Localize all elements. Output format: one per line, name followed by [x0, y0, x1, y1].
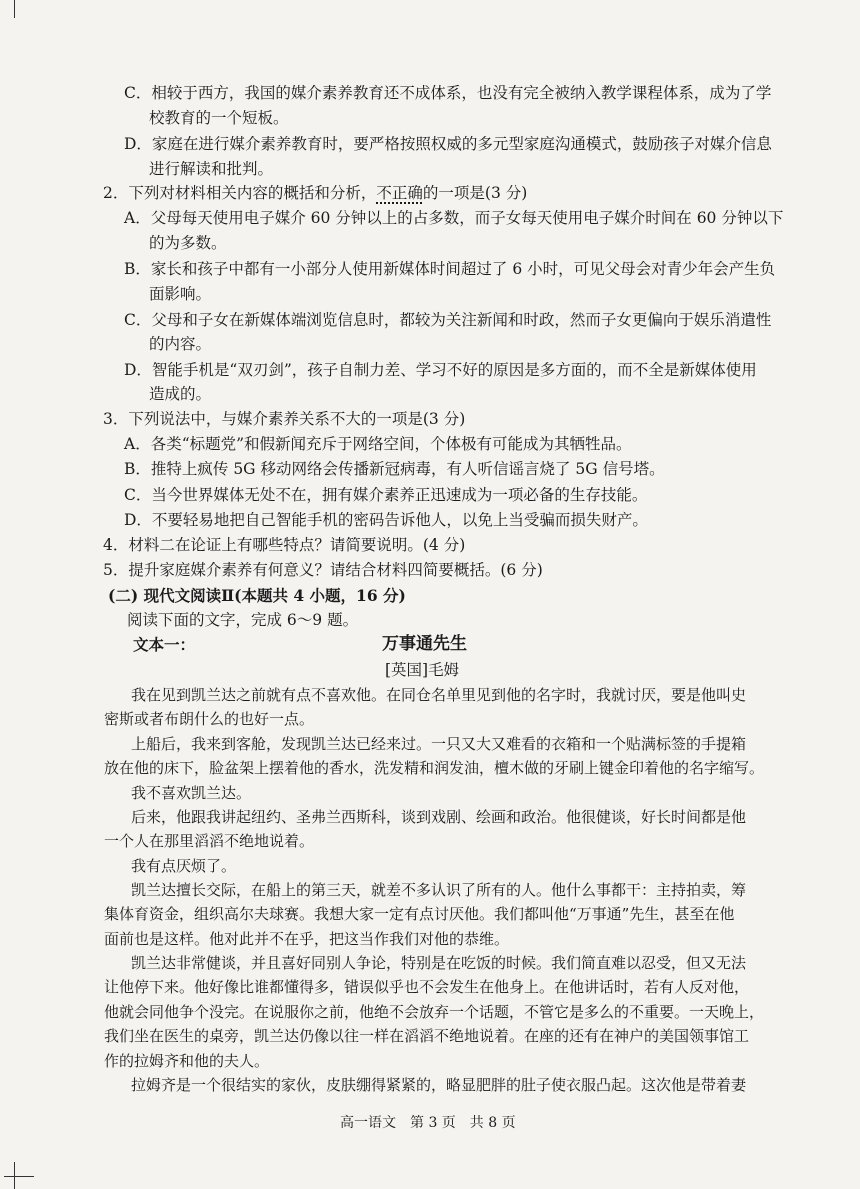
- story-line: 集体育资金，组织高尔夫球赛。我想大家一定有点讨厌他。我们都叫他“万事通”先生，甚至在他: [104, 905, 735, 923]
- q3-option-a: A．各类“标题党”和假新闻充斥于网络空间，个体极有可能成为其牺牲品。: [124, 435, 632, 453]
- section-instruction: 阅读下面的文字，完成 6～9 题。: [127, 611, 359, 629]
- page-footer: 高一语文 第 3 页 共 8 页: [340, 1115, 516, 1131]
- text-label: 文本一：: [133, 635, 196, 654]
- story-line: 他就会同他争个没完。在说服你之前，他绝不会放弃一个话题，不管它是多么的不重要。一天晚上，: [104, 1003, 765, 1021]
- q2-stem-emphasis: 不正确: [376, 184, 423, 202]
- story-line: 作的拉姆齐和他的夫人。: [104, 1052, 270, 1070]
- story-title: 万事通先生: [382, 634, 467, 654]
- q2-option-b-line1: B．家长和孩子中都有一小部分人使用新媒体时间超过了 6 小时，可见父母会对青少年会产生负: [124, 260, 776, 278]
- story-line: 凯兰达擅长交际，在船上的第三天，就差不多认识了所有的人。他什么事都干：主持拍卖，筹: [131, 881, 747, 899]
- crop-mark: [4, 1176, 34, 1177]
- q4-stem: 4．材料二在论证上有哪些特点？请简要说明。(4 分): [103, 536, 466, 554]
- q2-option-a-line1: A．父母每天使用电子媒介 60 分钟以上的占多数，而子女每天使用电子媒介时间在 60 分钟以下: [124, 209, 784, 227]
- q2-stem: [103, 183, 527, 203]
- q1-option-c-line1: C．相较于西方，我国的媒介素养教育还不成体系，也没有完全被纳入教学课程体系，成为了学: [124, 84, 772, 102]
- q1-option-c-line2: 校教育的一个短板。: [149, 109, 289, 127]
- q3-option-b: B．推特上疯传 5G 移动网络会传播新冠病毒，有人听信谣言烧了 5G 信号塔。: [124, 460, 665, 478]
- crop-mark: [14, 0, 15, 18]
- section-heading: (二) 现代文阅读Ⅱ(本题共 4 小题，16 分): [108, 586, 406, 605]
- q5-stem: 5．提升家庭媒介素养有何意义？请结合材料四简要概括。(6 分): [103, 561, 543, 579]
- story-line: 我不喜欢凯兰达。: [131, 784, 252, 802]
- story-line: 一个人在那里滔滔不绝地说着。: [104, 832, 315, 850]
- story-line: 面前也是这样。他对此并不在乎，把这当作我们对他的恭维。: [104, 930, 510, 948]
- story-line: 拉姆齐是一个很结实的家伙，皮肤绷得紧紧的，略显肥胖的肚子使衣服凸起。这次他是带着妻: [131, 1076, 747, 1094]
- story-line: 我们坐在医生的桌旁，凯兰达仍像以往一样在滔滔不绝地说着。在座的还有在神户的美国领事馆工: [104, 1027, 750, 1045]
- q3-option-c: C．当今世界媒体无处不在，拥有媒介素养正迅速成为一项必备的生存技能。: [124, 486, 648, 504]
- q2-option-d-line2: 造成的。: [149, 385, 212, 403]
- q2-option-c-line1: C．父母和子女在新媒体端浏览信息时，都较为关注新闻和时政，然而子女更偏向于娱乐消遣性: [124, 311, 772, 329]
- story-author: [英国]毛姆: [385, 661, 460, 679]
- story-line: 我在见到凯兰达之前就有点不喜欢他。在同仓名单里见到他的名字时，我就讨厌，要是他叫史: [131, 686, 747, 704]
- q2-option-a-line2: 的为多数。: [149, 234, 227, 252]
- story-line: 凯兰达非常健谈，并且喜好同别人争论，特别是在吃饭的时候。我们简直难以忍受，但又无法: [131, 954, 747, 972]
- story-line: 我有点厌烦了。: [131, 857, 237, 875]
- q3-stem: 3．下列说法中，与媒介素养关系不大的一项是(3 分): [103, 410, 466, 428]
- q1-option-d-line2: 进行解读和批判。: [149, 160, 274, 178]
- q2-option-d-line1: D．智能手机是“双刃剑”，孩子自制力差、学习不好的原因是多方面的，而不全是新媒体使用: [124, 361, 757, 379]
- story-line: 密斯或者布朗什么的也好一点。: [104, 710, 315, 728]
- story-line: 后来，他跟我讲起纽约、圣弗兰西斯科，谈到戏剧、绘画和政治。他很健谈，好长时间都是他: [131, 808, 747, 826]
- q2-option-b-line2: 面影响。: [149, 285, 212, 303]
- story-line: 放在他的床下，脸盆架上摆着他的香水，洗发精和润发油，檀木做的牙刷上键金印着他的名字缩写。: [104, 759, 765, 777]
- q2-stem-post: 的一项是(3 分): [422, 184, 528, 202]
- q1-option-d-line1: D．家庭在进行媒介素养教育时，要严格按照权威的多元型家庭沟通模式，鼓励孩子对媒介信息: [124, 135, 772, 153]
- q2-stem-pre: 2．下列对材料相关内容的概括和分析，: [103, 184, 377, 202]
- story-line: 上船后，我来到客舱，发现凯兰达已经来过。一只又大又难看的衣箱和一个贴满标签的手提箱: [131, 735, 747, 753]
- story-line: 让他停下来。他好像比谁都懂得多，错误似乎也不会发生在他身上。在他讲话时，若有人反对他，: [104, 978, 750, 996]
- q2-option-c-line2: 的内容。: [149, 335, 212, 353]
- q3-option-d: D．不要轻易地把自己智能手机的密码告诉他人，以免上当受骗而损失财产。: [124, 511, 648, 529]
